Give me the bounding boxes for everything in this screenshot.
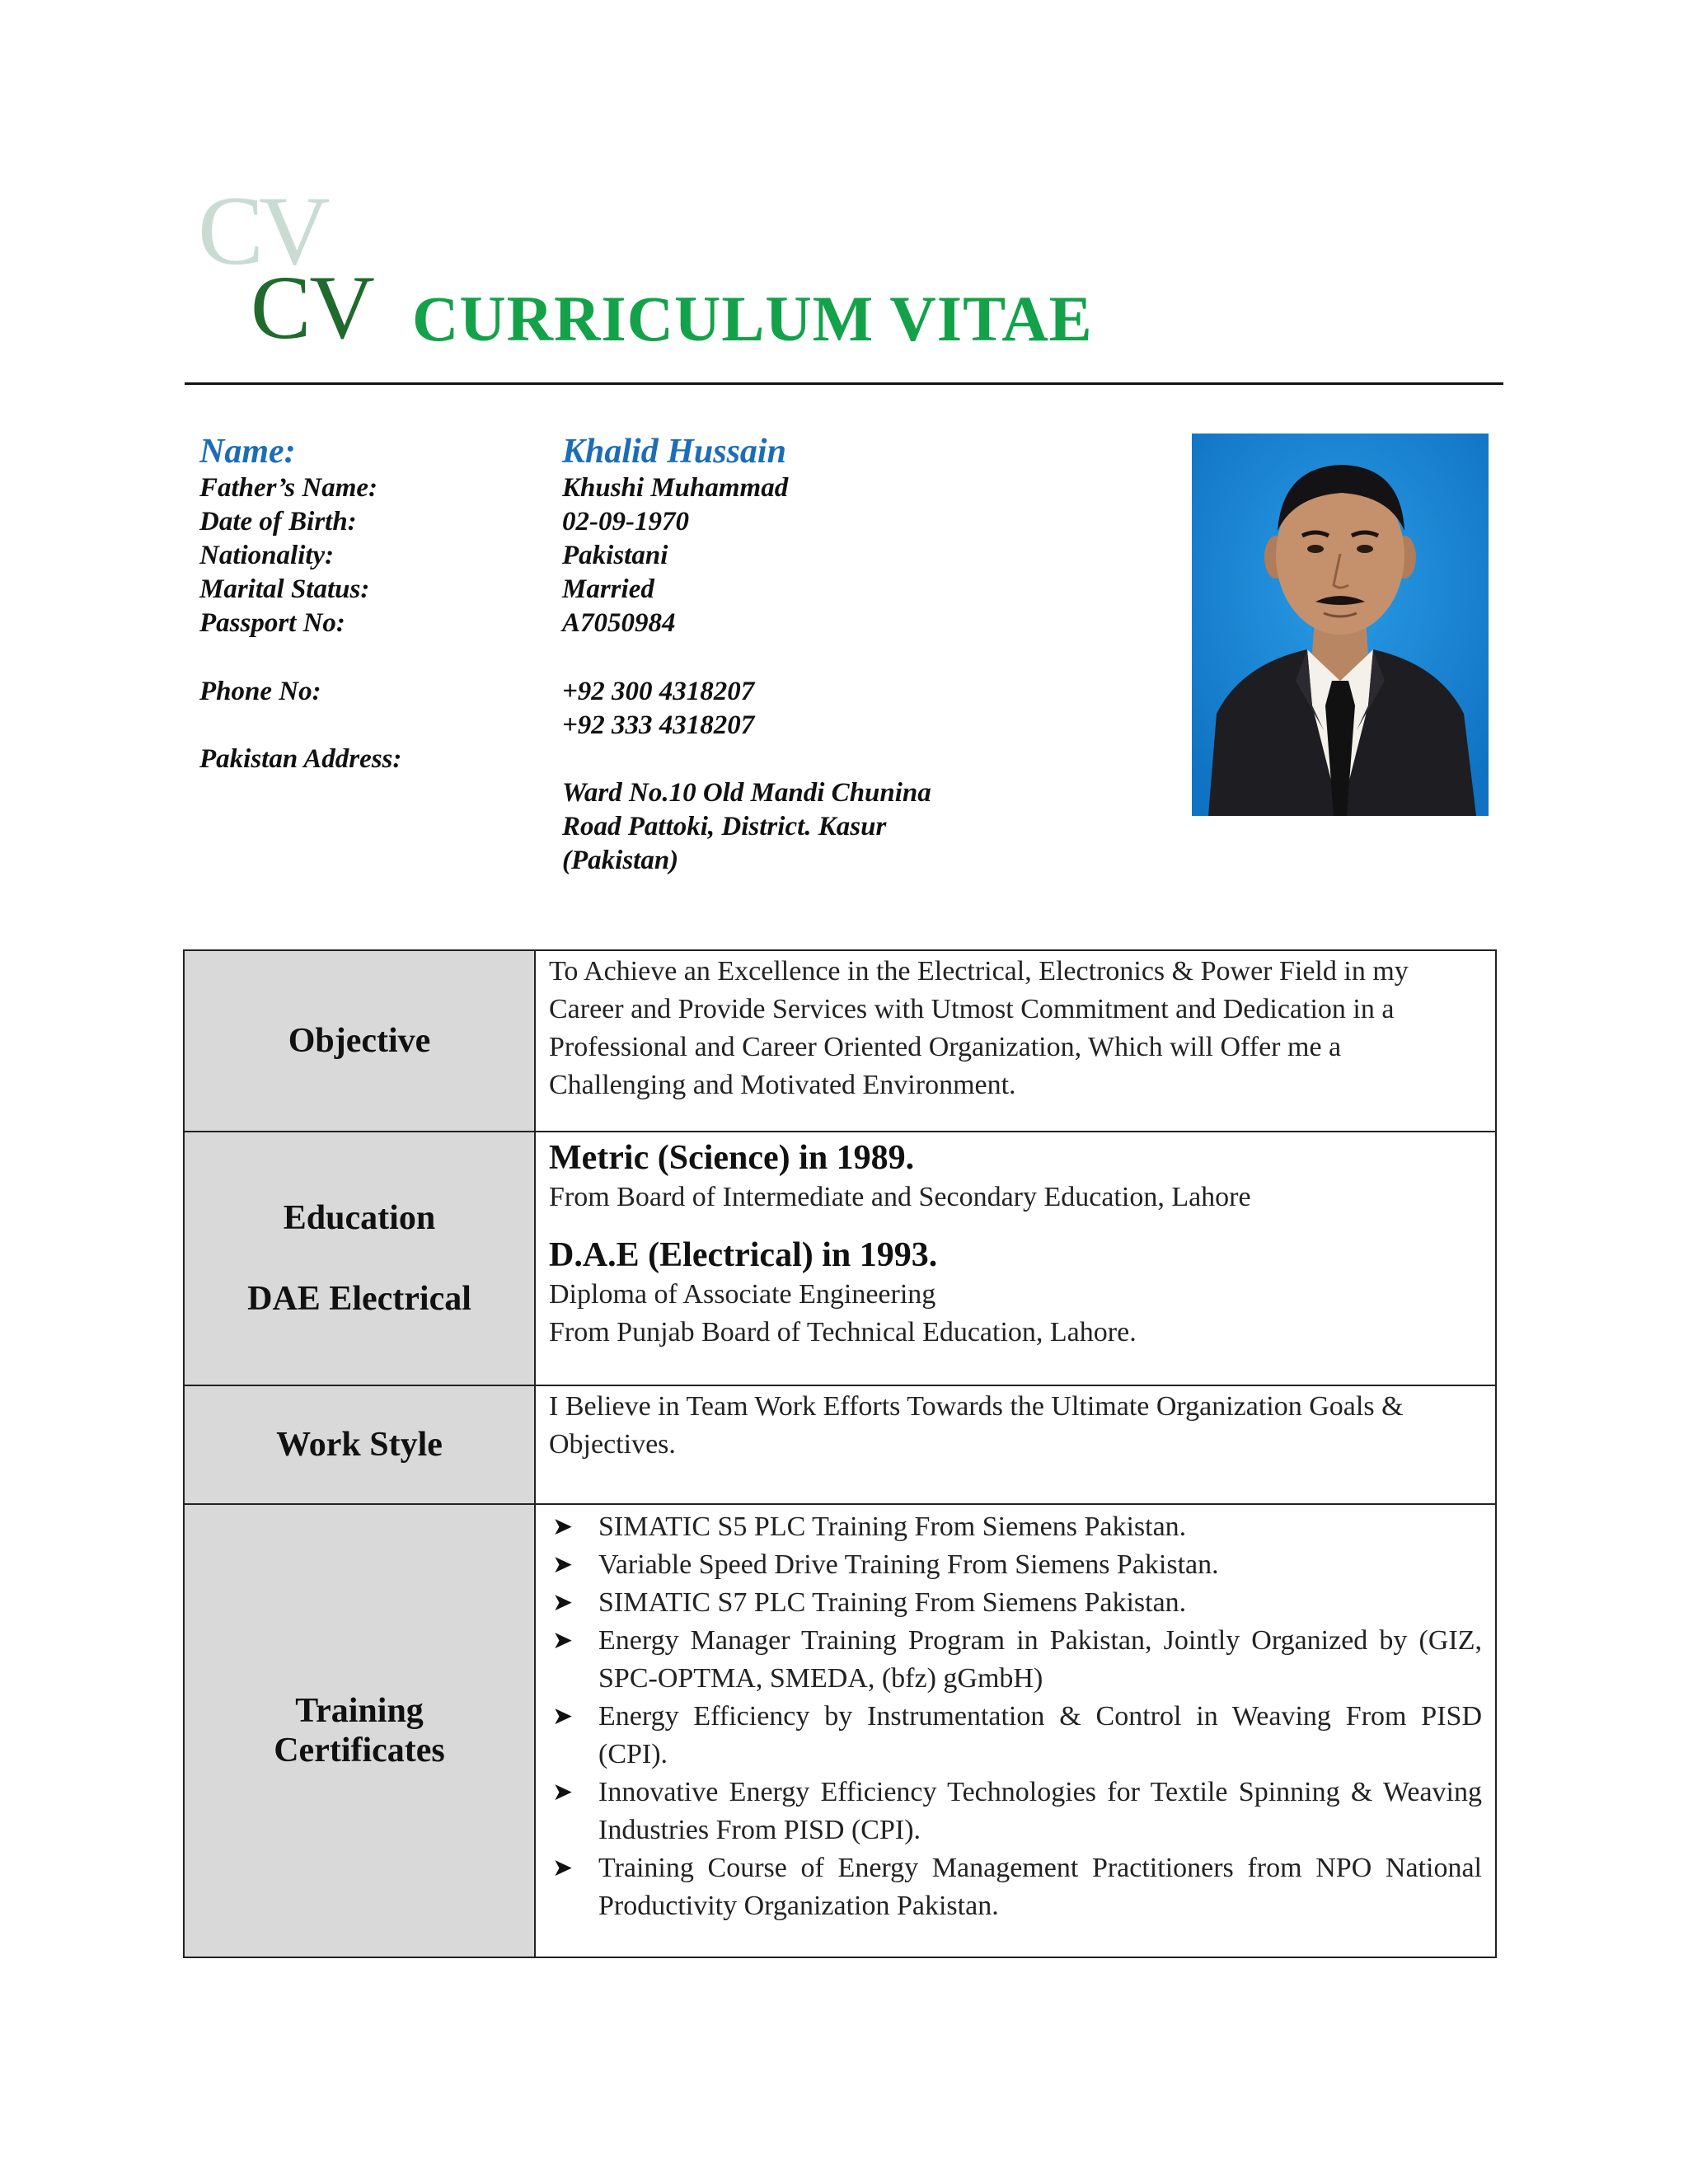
training-row — [184, 1504, 1496, 1957]
document-title: CURRICULUM VITAE — [412, 283, 1093, 354]
passport-value: A7050984 — [562, 608, 676, 638]
training-heading-2: Certificates — [274, 1732, 445, 1769]
arrow-bullet-icon: ➤ — [552, 1551, 574, 1578]
father-value: Khushi Muhammad — [562, 473, 789, 503]
nationality-label: Nationality: — [199, 541, 335, 570]
phone-value-2: +92 333 4318207 — [562, 710, 755, 740]
training-item-text: SIMATIC S5 PLC Training From Siemens Pakistan. — [598, 1511, 1187, 1542]
education-heading-1: Education — [283, 1199, 436, 1237]
name-label: Name: — [199, 433, 296, 471]
work-style-heading: Work Style — [184, 1385, 535, 1504]
marital-label: Marital Status: — [199, 574, 370, 604]
work-style-row — [184, 1385, 1496, 1504]
arrow-bullet-icon: ➤ — [552, 1779, 574, 1806]
training-item — [552, 1584, 1482, 1622]
marital-value: Married — [562, 574, 654, 604]
arrow-bullet-icon: ➤ — [552, 1854, 574, 1882]
portrait-image — [1192, 434, 1489, 816]
nationality-value: Pakistani — [562, 541, 668, 570]
arrow-bullet-icon: ➤ — [552, 1513, 574, 1540]
arrow-bullet-icon: ➤ — [552, 1703, 574, 1730]
training-item-text: Energy Efficiency by Instrumentation & Control in Weaving From PISD (CPI). — [598, 1701, 1482, 1769]
phone-value-1: +92 300 4318207 — [562, 677, 755, 706]
training-heading-1: Training — [295, 1692, 424, 1730]
dob-label: Date of Birth: — [199, 507, 357, 537]
objective-text: To Achieve an Excellence in the Electrical, Electronics & Power Field in my Career and Provide Services with Utmost Commitment and Dedication in a Professional and Career Oriented Organization, Which will Offer me a Challenging and Motivated Environment. — [535, 950, 1496, 1132]
education-heading-2: DAE Electrical — [247, 1280, 471, 1318]
training-item — [552, 1698, 1482, 1774]
arrow-bullet-icon: ➤ — [552, 1627, 574, 1654]
passport-label: Passport No: — [199, 608, 345, 638]
profile-photo — [1192, 434, 1489, 816]
objective-heading: Objective — [184, 950, 535, 1132]
training-item-text: SIMATIC S7 PLC Training From Siemens Pakistan. — [598, 1587, 1187, 1618]
address-line-1: Ward No.10 Old Mandi Chunina — [562, 778, 931, 808]
training-item — [552, 1508, 1482, 1546]
education-entry-1-title: Metric (Science) in 1989. — [549, 1139, 915, 1177]
address-line-3: (Pakistan) — [562, 846, 679, 875]
training-item-text: Variable Speed Drive Training From Siemens Pakistan. — [598, 1549, 1219, 1580]
cv-sections-table — [183, 949, 1497, 1958]
work-style-text: I Believe in Team Work Efforts Towards the Ultimate Organization Goals & Objectives. — [535, 1385, 1496, 1504]
education-entry-2-line-2: From Punjab Board of Technical Education, Lahore. — [549, 1317, 1137, 1347]
father-label: Father’s Name: — [199, 473, 378, 503]
training-item — [552, 1774, 1482, 1849]
training-item-text: Energy Manager Training Program in Pakistan, Jointly Organized by (GIZ, SPC-OPTMA, SMEDA, (bfz) gGmbH) — [598, 1625, 1482, 1694]
name-value: Khalid Hussain — [562, 433, 786, 471]
education-heading — [184, 1132, 535, 1385]
training-item — [552, 1546, 1482, 1584]
cv-logo-text: CV — [251, 257, 373, 358]
education-row — [184, 1132, 1496, 1385]
education-entry-2-line-1: Diploma of Associate Engineering — [549, 1279, 936, 1310]
address-line-2: Road Pattoki, District. Kasur — [562, 812, 887, 841]
education-entry-2-title: D.A.E (Electrical) in 1993. — [549, 1236, 938, 1274]
title-divider — [185, 382, 1503, 385]
training-list — [549, 1508, 1482, 1925]
training-item-text: Innovative Energy Efficiency Technologies for Textile Spinning & Weaving Industries From PISD (CPI). — [598, 1777, 1482, 1845]
education-content — [535, 1132, 1496, 1385]
training-item — [552, 1622, 1482, 1698]
objective-row — [184, 950, 1496, 1132]
arrow-bullet-icon: ➤ — [552, 1589, 574, 1616]
education-entry-1-line-1: From Board of Intermediate and Secondary Education, Lahore — [549, 1182, 1251, 1212]
cv-logo — [195, 176, 392, 358]
training-content — [535, 1504, 1496, 1957]
phone-label: Phone No: — [199, 677, 321, 706]
training-item — [552, 1849, 1482, 1925]
cv-logo-shadow-text: CV — [198, 176, 326, 285]
address-label: Pakistan Address: — [199, 744, 402, 774]
dob-value: 02-09-1970 — [562, 507, 689, 537]
training-item-text: Training Course of Energy Management Practitioners from NPO National Productivity Organization Pakistan. — [598, 1853, 1482, 1921]
training-heading — [184, 1504, 535, 1957]
